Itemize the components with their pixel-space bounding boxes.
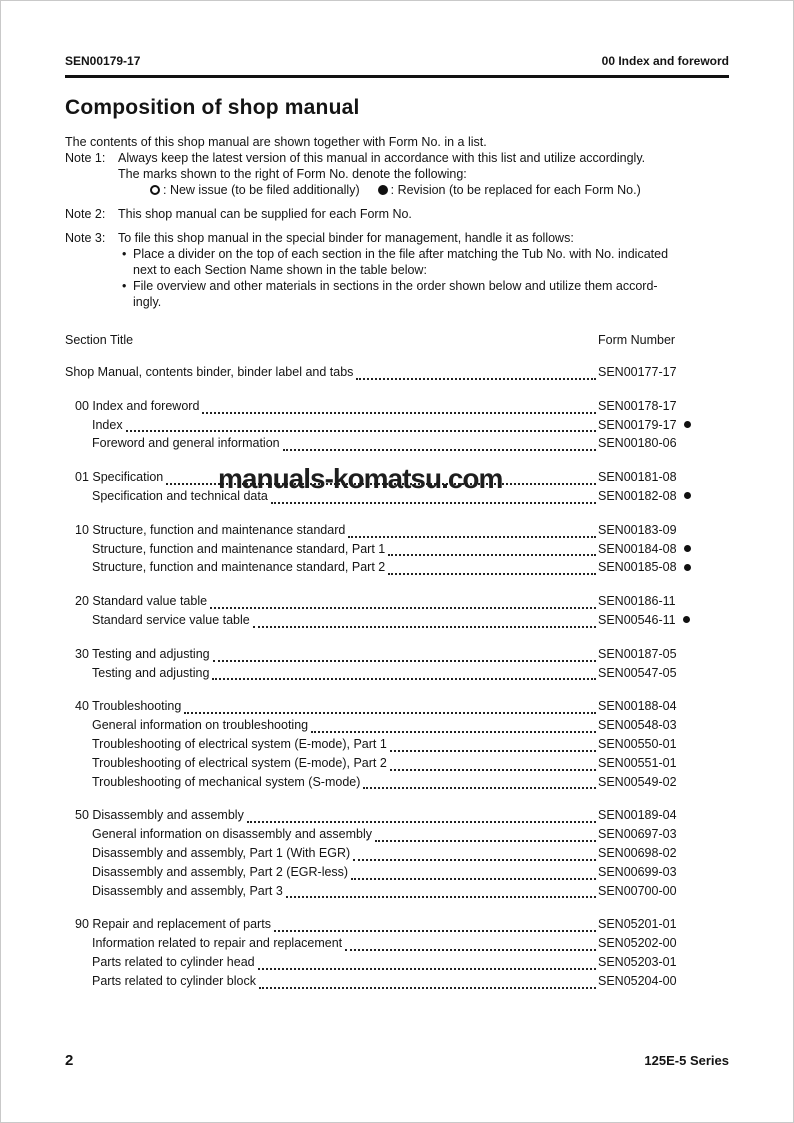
header-form-number: SEN00179-17 bbox=[65, 54, 141, 68]
toc-row bbox=[65, 846, 729, 865]
bullet-dot-icon: • bbox=[122, 279, 127, 293]
note-3-label: Note 3: bbox=[65, 231, 106, 245]
toc-form-number: SEN00186-11 bbox=[598, 594, 676, 609]
toc-form-number: SEN00697-03 bbox=[598, 827, 677, 842]
toc-row-label: General information on troubleshooting bbox=[92, 718, 309, 733]
toc-row-label: 01 Specification bbox=[75, 470, 164, 485]
toc-leader-dots bbox=[348, 536, 596, 538]
toc-form-col bbox=[598, 666, 729, 680]
toc-row bbox=[65, 936, 729, 955]
toc-leader-dots bbox=[388, 554, 596, 556]
toc-leader-dots bbox=[259, 987, 596, 989]
toc-row bbox=[65, 917, 729, 936]
series-label: 125E-5 Series bbox=[644, 1053, 729, 1068]
toc-group bbox=[65, 808, 729, 902]
toc-row-label: Troubleshooting of electrical system (E-mode), Part 1 bbox=[92, 736, 387, 751]
toc-leader-dots bbox=[353, 859, 596, 861]
toc-form-col bbox=[598, 808, 729, 822]
toc-leader-dots bbox=[390, 769, 596, 771]
toc-header bbox=[65, 331, 729, 350]
toc-revision-mark-icon bbox=[684, 564, 691, 571]
toc-group bbox=[65, 523, 729, 579]
toc-leader-dots bbox=[363, 787, 596, 789]
note-3-bullet-1 bbox=[118, 246, 729, 278]
toc-row-label: 90 Repair and replacement of parts bbox=[75, 917, 271, 932]
toc-row bbox=[65, 699, 729, 718]
bullet-1-line-1: Place a divider on the top of each section in the file after matching the Tub No. with No. indicated bbox=[133, 247, 669, 261]
toc-leader-dots bbox=[247, 821, 596, 823]
toc-row-label: Specification and technical data bbox=[92, 488, 268, 503]
toc-form-number: SEN00699-03 bbox=[598, 864, 677, 879]
note-1-body bbox=[118, 150, 729, 198]
toc-row bbox=[65, 808, 729, 827]
toc-form-col bbox=[598, 523, 729, 537]
toc-form-col bbox=[598, 775, 729, 789]
toc-row-label: Parts related to cylinder head bbox=[92, 954, 255, 969]
toc-form-col bbox=[598, 846, 729, 860]
toc-leader-dots bbox=[212, 678, 596, 680]
toc-revision-mark-icon bbox=[684, 545, 691, 552]
toc-leader-dots bbox=[351, 878, 596, 880]
toc-row bbox=[65, 737, 729, 756]
header-rule bbox=[65, 75, 729, 78]
note-3-bullet-2 bbox=[118, 278, 729, 310]
toc-leader-dots bbox=[210, 607, 596, 609]
toc-form-number: SEN00548-03 bbox=[598, 718, 677, 733]
toc-row-label: 00 Index and foreword bbox=[75, 398, 200, 413]
toc-leader-dots bbox=[356, 378, 596, 380]
page-header bbox=[65, 54, 729, 68]
toc-form-number: SEN00178-17 bbox=[598, 398, 677, 413]
page-footer bbox=[65, 1052, 729, 1069]
toc-form-number: SEN00182-08 bbox=[598, 488, 677, 503]
toc-leader-dots bbox=[375, 840, 596, 842]
toc-row bbox=[65, 560, 729, 579]
note-2 bbox=[65, 206, 729, 222]
toc-form-number: SEN00184-08 bbox=[598, 541, 677, 556]
toc-revision-mark-icon bbox=[684, 421, 691, 428]
toc-form-number: SEN00546-11 bbox=[598, 612, 676, 627]
note-3-body bbox=[118, 230, 729, 310]
toc-form-number: SEN00547-05 bbox=[598, 665, 677, 680]
toc-form-number: SEN05203-01 bbox=[598, 954, 677, 969]
toc-row bbox=[65, 613, 729, 632]
note-3 bbox=[65, 230, 729, 310]
toc-row-label: Troubleshooting of mechanical system (S-mode) bbox=[92, 774, 361, 789]
toc-form-number: SEN00187-05 bbox=[598, 646, 677, 661]
note-1-line-1: Always keep the latest version of this manual in accordance with this list and utilize accordingly. bbox=[118, 151, 646, 165]
toc-row bbox=[65, 666, 729, 685]
toc-form-col bbox=[598, 955, 729, 969]
new-issue-hollow-circle-icon bbox=[150, 185, 160, 195]
toc-row bbox=[65, 365, 729, 384]
toc-leader-dots bbox=[213, 660, 596, 662]
toc-leader-dots bbox=[311, 731, 596, 733]
toc-form-number: SEN05202-00 bbox=[598, 936, 677, 951]
toc-form-col bbox=[598, 436, 729, 450]
toc-row bbox=[65, 775, 729, 794]
toc-form-number: SEN00189-04 bbox=[598, 808, 677, 823]
toc-form-col bbox=[598, 884, 729, 898]
bullet-2-text bbox=[133, 278, 658, 310]
toc-row bbox=[65, 418, 729, 437]
toc-leader-dots bbox=[390, 750, 596, 752]
toc-row bbox=[65, 884, 729, 903]
toc-row bbox=[65, 542, 729, 561]
toc-group bbox=[65, 399, 729, 455]
toc-group bbox=[65, 917, 729, 992]
toc-form-col bbox=[598, 865, 729, 879]
toc-row bbox=[65, 974, 729, 993]
toc-form-col bbox=[598, 594, 729, 608]
toc-row-label: Disassembly and assembly, Part 3 bbox=[92, 883, 283, 898]
toc-row bbox=[65, 647, 729, 666]
revision-filled-circle-icon bbox=[378, 185, 388, 195]
revision-text: : Revision (to be replaced for each Form No.) bbox=[390, 183, 641, 197]
toc-row bbox=[65, 756, 729, 775]
toc-row bbox=[65, 436, 729, 455]
toc-form-col bbox=[598, 470, 729, 484]
toc-form-col bbox=[598, 936, 729, 950]
note-2-body: This shop manual can be supplied for each Form No. bbox=[118, 207, 412, 221]
toc-form-col bbox=[598, 827, 729, 841]
header-section-name: 00 Index and foreword bbox=[601, 54, 729, 68]
toc-form-number: SEN00551-01 bbox=[598, 755, 677, 770]
toc-form-col bbox=[598, 560, 729, 574]
toc-form-number: SEN00179-17 bbox=[598, 417, 677, 432]
toc-form-col bbox=[598, 737, 729, 751]
toc bbox=[65, 331, 729, 993]
toc-form-number: SEN00181-08 bbox=[598, 470, 677, 485]
toc-leader-dots bbox=[286, 896, 596, 898]
toc-form-number: SEN00698-02 bbox=[598, 845, 677, 860]
toc-revision-mark-icon bbox=[683, 616, 690, 623]
toc-row-label: Structure, function and maintenance standard, Part 1 bbox=[92, 541, 386, 556]
note-1-label: Note 1: bbox=[65, 151, 106, 165]
page-title: Composition of shop manual bbox=[65, 96, 360, 119]
toc-leader-dots bbox=[184, 712, 596, 714]
marks-legend bbox=[118, 182, 729, 198]
toc-leader-dots bbox=[126, 430, 596, 432]
toc-form-col bbox=[598, 718, 729, 732]
toc-leader-dots bbox=[202, 412, 596, 414]
intro-paragraph: The contents of this shop manual are shown together with Form No. in a list. bbox=[65, 135, 487, 149]
toc-form-col bbox=[598, 974, 729, 988]
toc-group bbox=[65, 365, 729, 384]
toc-row bbox=[65, 523, 729, 542]
toc-leader-dots bbox=[345, 949, 596, 951]
toc-header-spacer bbox=[133, 331, 598, 350]
toc-form-number: SEN00700-00 bbox=[598, 883, 677, 898]
toc-form-col bbox=[598, 613, 729, 627]
toc-row-label: Index bbox=[92, 417, 123, 432]
toc-row bbox=[65, 594, 729, 613]
toc-form-col bbox=[598, 647, 729, 661]
bullet-dot-icon: • bbox=[122, 247, 127, 261]
toc-revision-mark-icon bbox=[684, 492, 691, 499]
toc-form-col bbox=[598, 756, 729, 770]
toc-form-number: SEN00550-01 bbox=[598, 736, 677, 751]
toc-row bbox=[65, 399, 729, 418]
toc-row-label: Troubleshooting of electrical system (E-mode), Part 2 bbox=[92, 755, 387, 770]
toc-groups bbox=[65, 365, 729, 993]
toc-row bbox=[65, 718, 729, 737]
toc-form-col bbox=[598, 699, 729, 713]
toc-form-number: SEN00183-09 bbox=[598, 522, 677, 537]
toc-row bbox=[65, 955, 729, 974]
new-issue-text: : New issue (to be filed additionally) bbox=[163, 183, 360, 197]
toc-group bbox=[65, 647, 729, 685]
bullet-2-line-1: File overview and other materials in sections in the order shown below and utilize them accord- bbox=[133, 279, 658, 293]
toc-form-col bbox=[598, 365, 729, 379]
bullet-1-text bbox=[133, 246, 668, 278]
toc-row-label: Parts related to cylinder block bbox=[92, 973, 256, 988]
toc-form-number: SEN00549-02 bbox=[598, 774, 677, 789]
toc-row-label: Standard service value table bbox=[92, 612, 250, 627]
toc-row-label: Testing and adjusting bbox=[92, 665, 210, 680]
note-1 bbox=[65, 150, 729, 198]
toc-form-col bbox=[598, 917, 729, 931]
toc-row-label: 30 Testing and adjusting bbox=[75, 646, 210, 661]
toc-form-col bbox=[598, 542, 729, 556]
toc-row-label: Disassembly and assembly, Part 2 (EGR-less) bbox=[92, 864, 349, 879]
toc-row bbox=[65, 865, 729, 884]
bullet-2-line-2: ingly. bbox=[133, 295, 162, 309]
toc-leader-dots bbox=[271, 502, 596, 504]
form-number-heading: Form Number bbox=[598, 333, 676, 347]
toc-leader-dots bbox=[258, 968, 596, 970]
toc-group bbox=[65, 594, 729, 632]
toc-row-label: 40 Troubleshooting bbox=[75, 699, 182, 714]
toc-form-number: SEN05201-01 bbox=[598, 917, 677, 932]
watermark: manuals-komatsu.com bbox=[218, 463, 503, 494]
toc-form-number: SEN00180-06 bbox=[598, 436, 677, 451]
toc-leader-dots bbox=[274, 930, 596, 932]
toc-row-label: General information on disassembly and assembly bbox=[92, 827, 372, 842]
toc-leader-dots bbox=[253, 626, 596, 628]
toc-row-label: Information related to repair and replacement bbox=[92, 936, 343, 951]
toc-row-label: Foreword and general information bbox=[92, 436, 280, 451]
toc-form-number: SEN05204-00 bbox=[598, 973, 677, 988]
toc-leader-dots bbox=[388, 573, 596, 575]
toc-form-number: SEN00188-04 bbox=[598, 699, 677, 714]
toc-group bbox=[65, 699, 729, 793]
toc-row-label: 20 Standard value table bbox=[75, 594, 208, 609]
toc-form-number: SEN00185-08 bbox=[598, 560, 677, 575]
toc-form-col bbox=[598, 489, 729, 503]
toc-row-label: Structure, function and maintenance standard, Part 2 bbox=[92, 560, 386, 575]
page-number: 2 bbox=[65, 1052, 74, 1069]
toc-form-col bbox=[598, 399, 729, 413]
toc-row-label: Disassembly and assembly, Part 1 (With EGR) bbox=[92, 845, 351, 860]
toc-row-label: Shop Manual, contents binder, binder label and tabs bbox=[65, 365, 354, 379]
toc-form-col bbox=[598, 418, 729, 432]
toc-row-label: 10 Structure, function and maintenance standard bbox=[75, 522, 346, 537]
note-2-label: Note 2: bbox=[65, 207, 106, 221]
bullet-1-line-2: next to each Section Name shown in the table below: bbox=[133, 263, 427, 277]
section-title-heading: Section Title bbox=[65, 333, 134, 347]
note-3-head: To file this shop manual in the special binder for management, handle it as follows: bbox=[118, 231, 574, 245]
toc-form-number: SEN00177-17 bbox=[598, 365, 677, 379]
toc-leader-dots bbox=[283, 449, 596, 451]
note-1-line-2: The marks shown to the right of Form No. denote the following: bbox=[118, 167, 467, 181]
toc-row-label: 50 Disassembly and assembly bbox=[75, 808, 244, 823]
toc-row bbox=[65, 827, 729, 846]
